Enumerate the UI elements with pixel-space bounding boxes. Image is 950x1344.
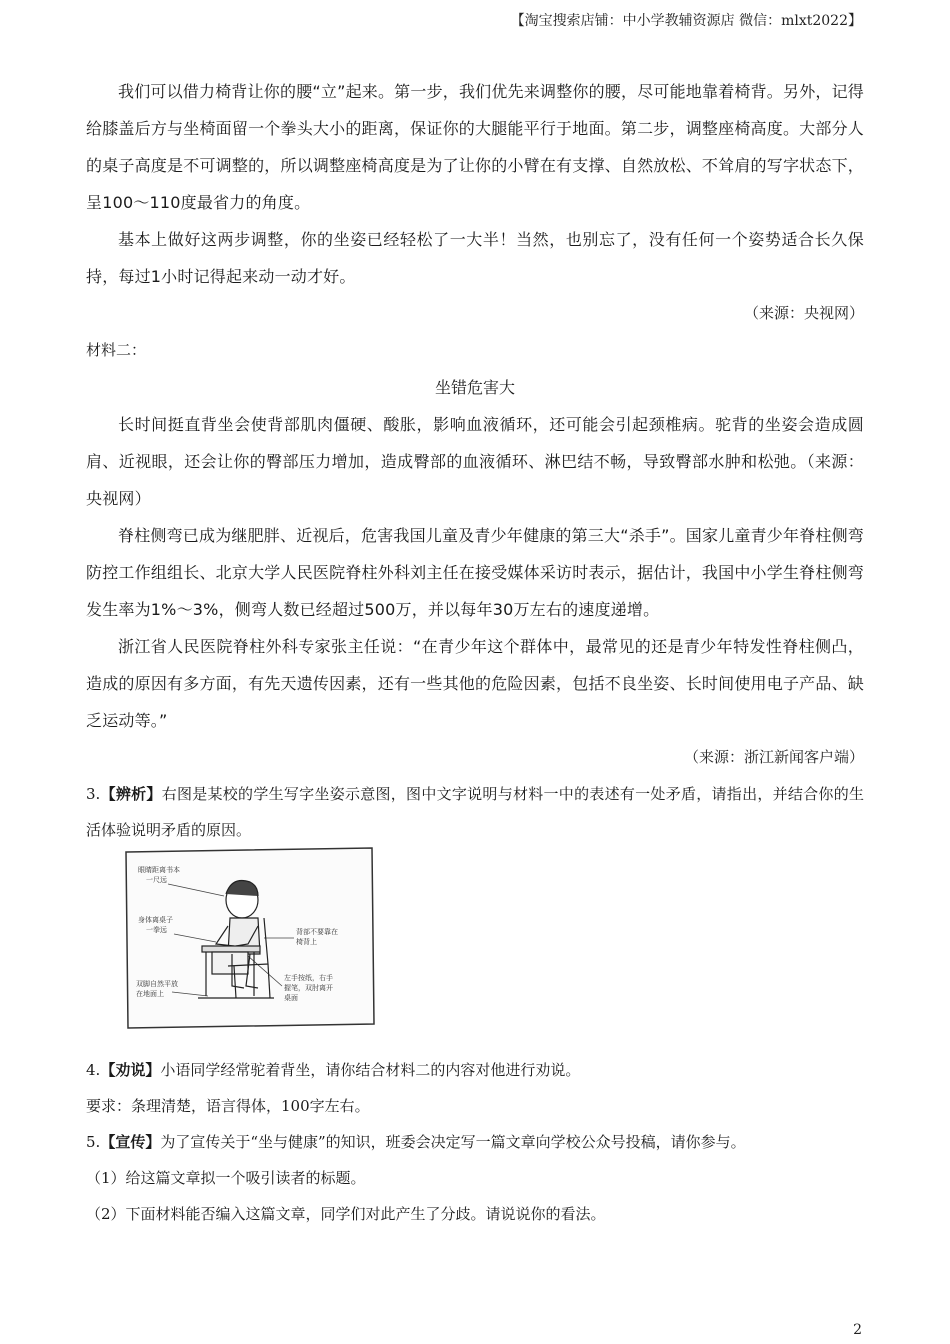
q5-text: 为了宣传关于“坐与健康”的知识，班委会决定写一篇文章向学校公众号投稿，请你参与。: [160, 1133, 746, 1151]
q5-number: 5.: [86, 1133, 101, 1151]
q5-sub-1: （1）给这篇文章拟一个吸引读者的标题。: [86, 1169, 366, 1187]
document-body: [86, 0, 864, 848]
fig-label-feet-1: 双脚自然平放: [136, 980, 178, 988]
material1-source: （来源：央视网）: [743, 304, 864, 322]
material1-paragraph-1: 我们可以借力椅背让你的腰“立”起来。第一步，我们优先来调整你的腰，尽可能地靠着椅背。另外，记得给膝盖后方与坐椅面留一个拳头大小的距离，保证你的大腿能平行于地面。第二步，调整座椅高度。大部分人的桌子高度是不可调整的，所以调整座椅高度是为了让你的小臂在有支撑、自然放松、不耸肩的写字状态下，呈100～110度最省力的角度。: [86, 82, 864, 212]
question-5: [86, 1124, 864, 1160]
material2-paragraph-3: 浙江省人民医院脊柱外科专家张主任说：“在青少年这个群体中，最常见的还是青少年特发性脊柱侧凸，造成的原因有多方面，有先天遗传因素，还有一些其他的危险因素，包括不良坐姿、长时间使用电子产品、缺乏运动等。”: [86, 637, 864, 730]
q3-number: 3.: [86, 785, 101, 803]
question-3: [86, 776, 864, 848]
q4-number: 4.: [86, 1061, 101, 1079]
q3-tag: 【辨析】: [100, 785, 162, 803]
questions-section: [86, 1052, 864, 1232]
q5-tag: 【宣传】: [100, 1133, 161, 1151]
fig-label-feet-2: 在地面上: [136, 990, 164, 998]
q3-text: 右图是某校的学生写字坐姿示意图，图中文字说明与材料一中的表述有一处矛盾，请指出，并结合你的生活体验说明矛盾的原因。: [86, 785, 864, 839]
page-number: 2: [853, 1322, 862, 1338]
fig-label-hand-3: 桌面: [284, 994, 298, 1002]
question-4: [86, 1052, 864, 1088]
fig-label-body-1: 身体离桌子: [138, 916, 173, 924]
q4-tag: 【劝说】: [100, 1061, 161, 1079]
fig-label-back-2: 椅背上: [296, 938, 317, 946]
fig-label-body-2: 一拳远: [146, 926, 167, 934]
fig-label-eye-1: 眼睛距离书本: [138, 866, 180, 874]
material2-paragraph-2: 脊柱侧弯已成为继肥胖、近视后，危害我国儿童及青少年健康的第三大“杀手”。国家儿童青少年脊柱侧弯防控工作组组长、北京大学人民医院脊柱外科刘主任在接受媒体采访时表示，据估计，我国中小学生脊柱侧弯发生率为1%～3%，侧弯人数已经超过500万，并以每年30万左右的速度递增。: [86, 526, 864, 619]
fig-label-hand-1: 左手按纸，右手: [284, 974, 333, 982]
material2-paragraph-1-text: 长时间挺直背坐会使背部肌肉僵硬、酸胀，影响血液循环，还可能会引起颈椎病。驼背的坐姿会造成圆肩、近视眼，还会让你的臀部压力增加，造成臀部的血液循环、淋巴结不畅，导致臀部水肿和松弛。: [86, 415, 864, 471]
material2-source: （来源：浙江新闻客户端）: [683, 748, 864, 766]
fig-label-back-1: 背部不要靠在: [296, 928, 338, 936]
q4-text: 小语同学经常驼着背坐，请你结合材料二的内容对他进行劝说。: [160, 1061, 581, 1079]
q4-requirement: 要求：条理清楚，语言得体，100字左右。: [86, 1097, 370, 1115]
q5-sub-2: （2）下面材料能否编入这篇文章，同学们对此产生了分歧。请说说你的看法。: [86, 1205, 606, 1223]
fig-label-hand-2: 握笔，双肘离开: [284, 984, 333, 992]
posture-figure: [124, 846, 376, 1030]
material2-label: 材料二：: [86, 341, 147, 359]
material1-paragraph-2: 基本上做好这两步调整，你的坐姿已经轻松了一大半！当然，也别忘了，没有任何一个姿势适合长久保持，每过1小时记得起来动一动才好。: [86, 230, 864, 286]
material2-inline-source: （来源：央视网）: [86, 452, 864, 508]
fig-label-eye-2: 一尺远: [146, 876, 167, 884]
material2-paragraph-1: [86, 406, 864, 517]
material2-title: 坐错危害大: [434, 378, 515, 397]
page-header: 【淘宝搜索店铺：中小学教辅资源店 微信：mlxt2022】: [510, 13, 862, 29]
